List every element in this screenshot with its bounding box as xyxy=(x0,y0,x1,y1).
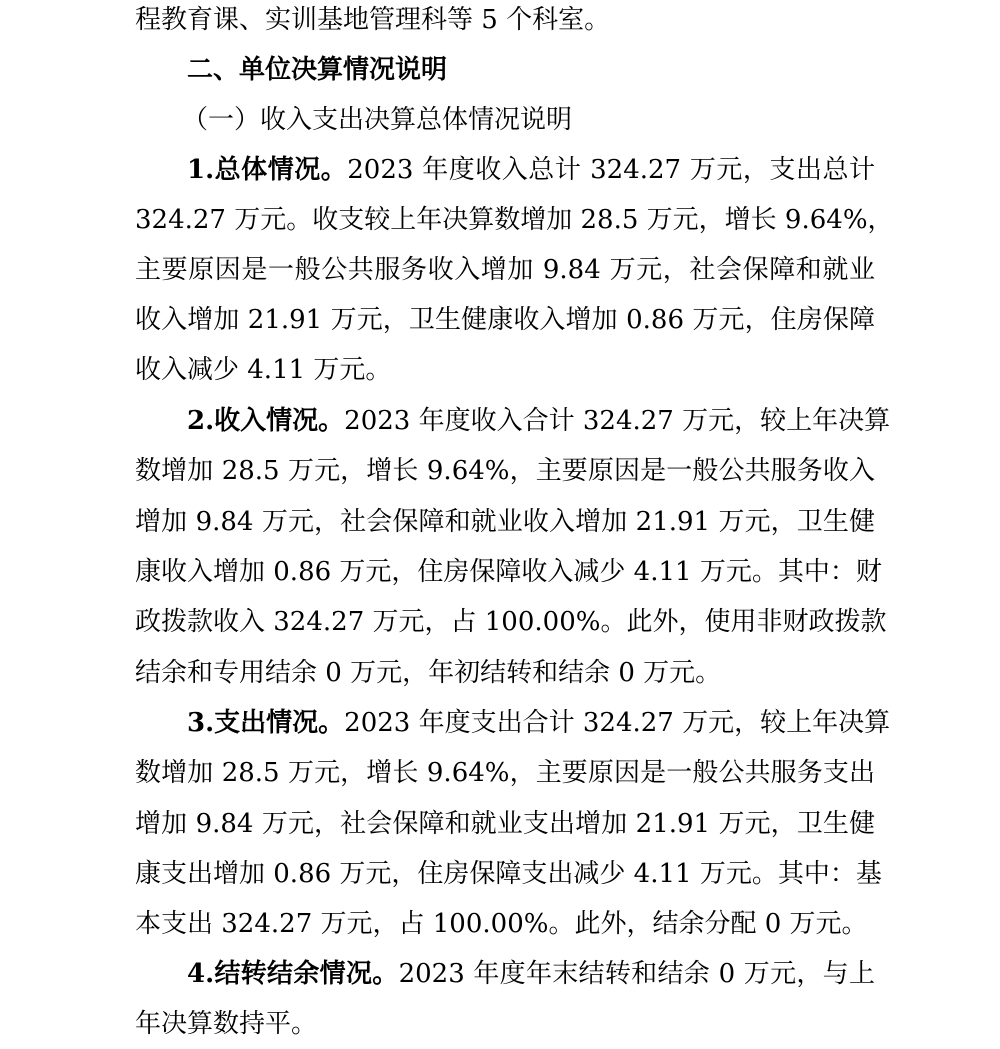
paragraph-2-line-6: 结余和专用结余 0 万元，年初结转和结余 0 万元。 xyxy=(135,658,722,688)
paragraph-1-line-5: 收入减少 4.11 万元。 xyxy=(135,355,392,385)
paragraph-1-line-1 xyxy=(187,145,875,195)
paragraph-3-line-3: 增加 9.84 万元，社会保障和就业支出增加 21.91 万元，卫生健 xyxy=(135,809,875,839)
paragraph-3-lead: 3.支出情况。 xyxy=(187,708,345,738)
paragraph-2-text-1: 2023 年度收入合计 324.27 万元，较上年决算 xyxy=(344,406,891,436)
paragraph-2-line-5: 政拨款收入 324.27 万元，占 100.00%。此外，使用非财政拨款 xyxy=(135,607,887,637)
paragraph-2-line-1 xyxy=(187,396,891,446)
paragraph-2-lead: 2.收入情况。 xyxy=(187,406,345,436)
paragraph-2-line-2: 数增加 28.5 万元，增长 9.64%，主要原因是一般公共服务收入 xyxy=(135,456,875,486)
paragraph-1-line-2: 324.27 万元。收支较上年决算数增加 28.5 万元，增长 9.64%， xyxy=(135,205,894,235)
paragraph-3-line-5: 本支出 324.27 万元，占 100.00%。此外，结余分配 0 万元。 xyxy=(135,909,868,939)
section-heading: 二、单位决算情况说明 xyxy=(187,55,448,85)
paragraph-1-lead: 1.总体情况。 xyxy=(187,155,348,185)
paragraph-4-line-2: 年决算数持平。 xyxy=(135,1009,318,1039)
paragraph-1-line-4: 收入增加 21.91 万元，卫生健康收入增加 0.86 万元，住房保障 xyxy=(135,305,875,335)
paragraph-2-line-4: 康收入增加 0.86 万元，住房保障收入减少 4.11 万元。其中：财 xyxy=(135,557,882,587)
paragraph-3-line-2: 数增加 28.5 万元，增长 9.64%，主要原因是一般公共服务支出 xyxy=(135,758,875,788)
paragraph-3-line-1 xyxy=(187,698,891,748)
subsection-heading: （一）收入支出决算总体情况说明 xyxy=(182,105,573,135)
paragraph-2-line-3: 增加 9.84 万元，社会保障和就业收入增加 21.91 万元，卫生健 xyxy=(135,507,875,537)
paragraph-4-lead: 4.结转结余情况。 xyxy=(187,959,399,989)
intro-tail-line: 程教育课、实训基地管理科等 5 个科室。 xyxy=(135,5,611,35)
paragraph-3-text-1: 2023 年度支出合计 324.27 万元，较上年决算 xyxy=(344,708,891,738)
paragraph-4-text-1: 2023 年度年末结转和结余 0 万元，与上 xyxy=(398,959,875,989)
paragraph-1-text-1: 2023 年度收入总计 324.27 万元，支出总计 xyxy=(347,155,875,185)
paragraph-1-line-3: 主要原因是一般公共服务收入增加 9.84 万元，社会保障和就业 xyxy=(135,255,875,285)
paragraph-3-line-4: 康支出增加 0.86 万元，住房保障支出减少 4.11 万元。其中：基 xyxy=(135,859,882,889)
paragraph-4-line-1 xyxy=(187,949,875,999)
